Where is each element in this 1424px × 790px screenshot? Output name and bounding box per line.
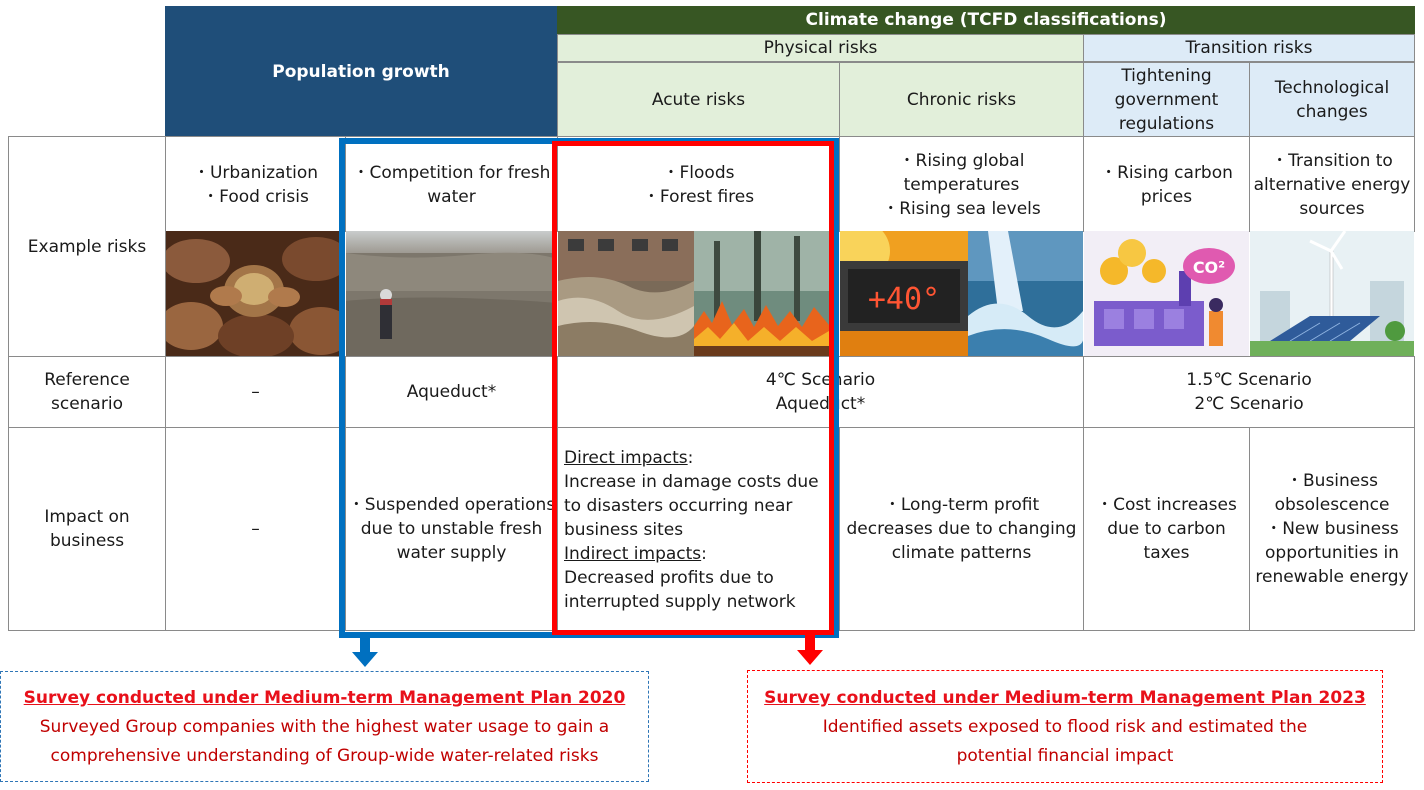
- impact-indirect-colon: :: [701, 544, 707, 564]
- renewable-energy-illustration: [1250, 231, 1414, 356]
- header-physical-risks: [557, 34, 1084, 62]
- impact-chronic: [839, 427, 1084, 631]
- ref-fresh-water: [345, 356, 558, 428]
- image-forest-fire: [694, 231, 829, 356]
- impact-regulations: [1083, 427, 1250, 631]
- survey-2020-title: Survey conducted under Medium-term Management Plan 2020: [23, 688, 626, 708]
- co2-text: CO²: [1192, 258, 1226, 277]
- ref-population: [165, 356, 346, 428]
- header-acute-risks-label: Acute risks: [651, 89, 746, 110]
- impact-technology: [1249, 427, 1415, 631]
- image-flood: [558, 231, 694, 356]
- impact-indirect-text: Decreased profits due to interrupted supply network: [564, 568, 796, 612]
- thermometer-text: +40°: [867, 282, 941, 317]
- example-risk-technology: [1249, 136, 1415, 232]
- survey-2023-title: Survey conducted under Medium-term Management Plan 2023: [764, 688, 1366, 708]
- thermometer-illustration: [840, 231, 968, 356]
- header-tightening-regulations-label: Tightening government regulations: [1114, 65, 1219, 134]
- ref-physical: [557, 356, 1084, 428]
- impact-direct-text: Increase in damage costs due to disasters occurring near business sites: [564, 472, 819, 540]
- impact-technology-text: ・Business obsolescence ・New business opportunities in renewable energy: [1255, 471, 1409, 587]
- impact-direct-label: Direct impacts: [564, 448, 688, 468]
- survey-box-2020: [0, 671, 649, 782]
- header-climate-change: [557, 6, 1415, 34]
- image-hands-grain: [166, 231, 345, 356]
- impact-chronic-text: ・Long-term profit decreases due to changing climate patterns: [846, 495, 1077, 563]
- example-risk-acute-text: ・Floods ・Forest fires: [642, 162, 755, 207]
- impact-indirect: [564, 542, 833, 566]
- example-risk-regulations-text: ・Rising carbon prices: [1100, 162, 1233, 207]
- header-acute-risks: [557, 62, 840, 137]
- row-label-impact-on-business: [8, 427, 166, 631]
- header-population-growth: [165, 6, 557, 137]
- survey-2020-text: Surveyed Group companies with the highest water usage to gain a comprehensive understanding of Group-wide water-related risks: [39, 717, 610, 766]
- header-population-growth-label: Population growth: [272, 61, 450, 82]
- impact-direct: [564, 446, 833, 470]
- ref-physical-text: 4℃ Scenario Aqueduct*: [765, 370, 876, 414]
- header-technological-changes: [1249, 62, 1415, 137]
- ref-population-text: –: [251, 382, 260, 402]
- impact-population: [165, 427, 346, 631]
- header-chronic-risks: [839, 62, 1084, 137]
- header-chronic-risks-label: Chronic risks: [906, 89, 1017, 110]
- impact-population-text: –: [251, 519, 260, 539]
- survey-2023-text: Identified assets exposed to flood risk and estimated the potential financial impact: [822, 717, 1308, 766]
- header-transition-risks-label: Transition risks: [1185, 38, 1313, 58]
- example-risk-fresh-water-text: ・Competition for fresh water: [352, 162, 551, 207]
- flood-illustration: [558, 231, 694, 356]
- impact-fresh-water-text: ・Suspended operations due to unstable fresh water supply: [347, 495, 556, 563]
- header-technological-changes-label: Technological changes: [1274, 77, 1390, 122]
- hands-grain-illustration: [166, 231, 345, 356]
- blue-down-arrow-icon: [350, 636, 380, 668]
- forest-fire-illustration: [694, 231, 829, 356]
- example-risk-chronic-text: ・Rising global temperatures ・Rising sea levels: [882, 150, 1041, 219]
- header-tightening-regulations: [1083, 62, 1250, 137]
- row-label-reference-scenario-text: Reference scenario: [44, 370, 130, 414]
- ref-fresh-water-text: Aqueduct*: [406, 382, 497, 402]
- impact-direct-colon: :: [687, 448, 694, 468]
- impact-regulations-text: ・Cost increases due to carbon taxes: [1096, 495, 1237, 563]
- image-waves: [968, 231, 1083, 356]
- ref-transition: [1083, 356, 1415, 428]
- example-risk-population: [165, 136, 346, 232]
- header-physical-risks-label: Physical risks: [763, 38, 878, 58]
- example-risk-acute: [557, 136, 840, 232]
- image-carbon-price: [1084, 231, 1249, 356]
- example-risk-fresh-water: [345, 136, 558, 232]
- example-risk-chronic: [839, 136, 1084, 232]
- survey-box-2023: [747, 670, 1383, 783]
- impact-indirect-label: Indirect impacts: [564, 544, 702, 564]
- example-risk-technology-text: ・Transition to alternative energy sources: [1253, 150, 1411, 219]
- waves-illustration: [968, 231, 1083, 356]
- image-desert-woman: [346, 231, 557, 356]
- carbon-price-illustration: [1084, 231, 1249, 356]
- ref-transition-text: 1.5℃ Scenario 2℃ Scenario: [1186, 370, 1312, 414]
- image-renewable-energy: [1250, 231, 1414, 356]
- red-down-arrow-icon: [795, 634, 825, 666]
- row-label-impact-on-business-text: Impact on business: [44, 507, 130, 551]
- row-label-example-risks: [8, 136, 166, 357]
- desert-illustration: [346, 231, 557, 356]
- image-thermometer: [840, 231, 968, 356]
- header-transition-risks: [1083, 34, 1415, 62]
- row-label-example-risks-text: Example risks: [27, 236, 147, 257]
- header-climate-change-label: Climate change (TCFD classifications): [805, 10, 1167, 30]
- impact-fresh-water: [345, 427, 558, 631]
- example-risk-regulations: [1083, 136, 1250, 232]
- example-risk-population-text: ・Urbanization ・Food crisis: [192, 162, 319, 207]
- row-label-reference-scenario: [8, 356, 166, 428]
- impact-acute: [557, 427, 840, 631]
